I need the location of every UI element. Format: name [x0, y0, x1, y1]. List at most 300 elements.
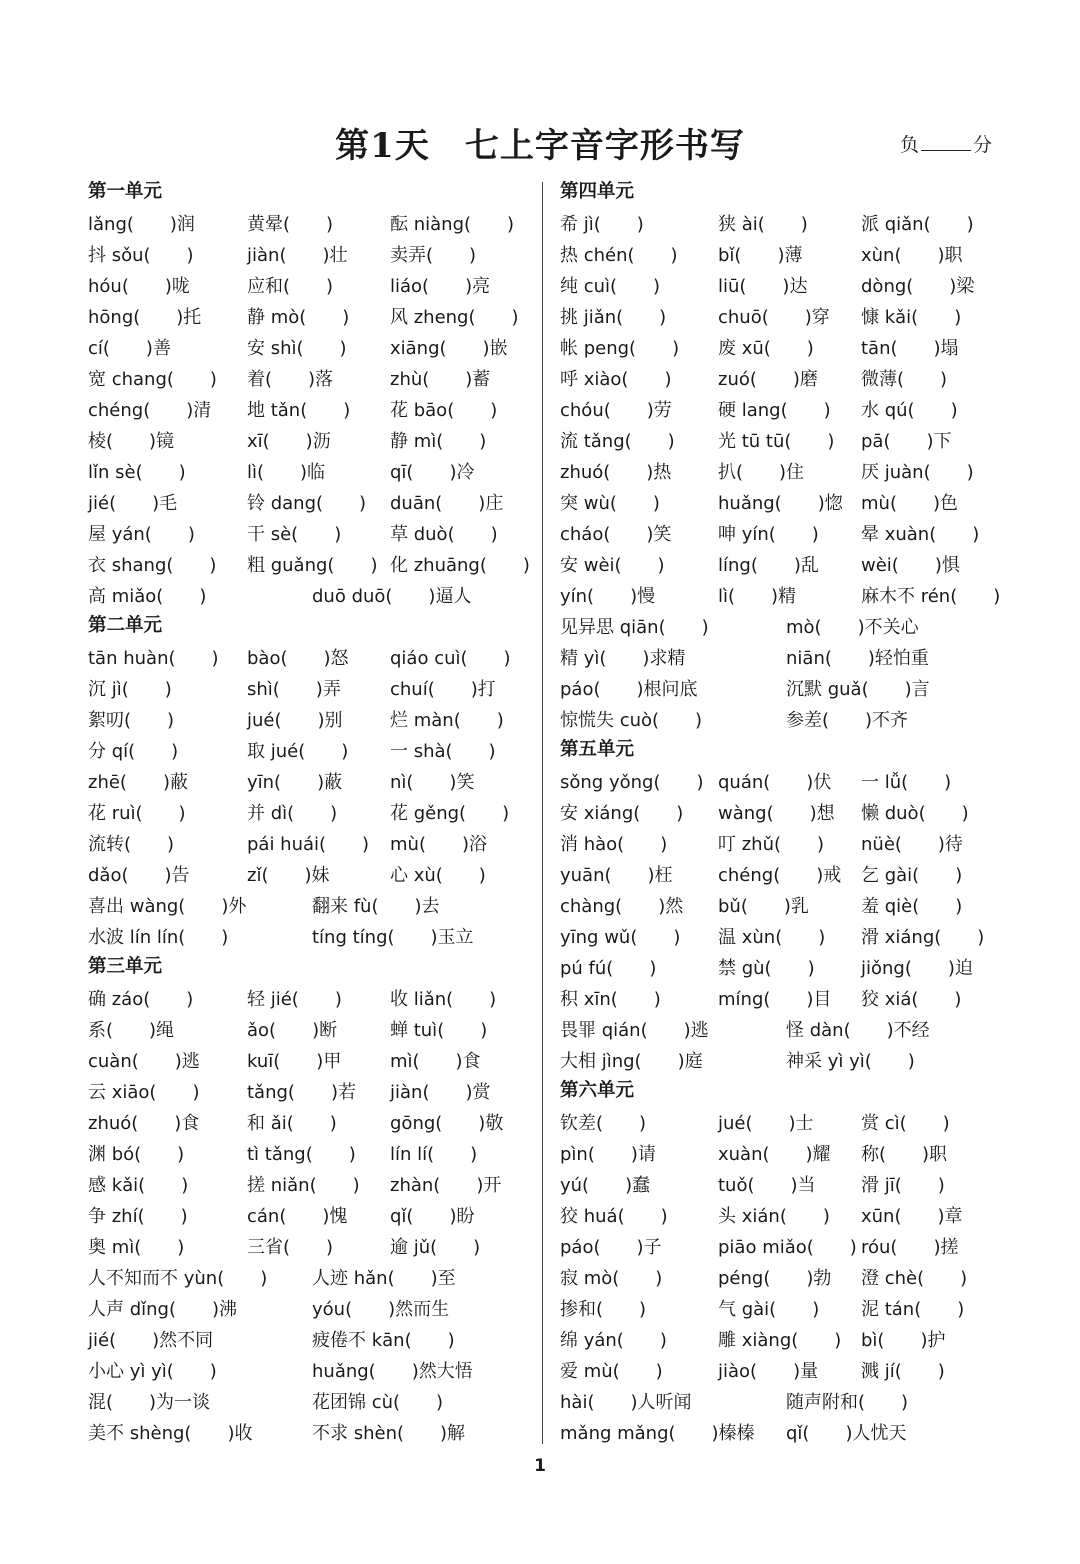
exercise-item[interactable]: 泥 tán( )	[861, 1299, 965, 1320]
exercise-item[interactable]: zhù( )蓄	[390, 369, 491, 390]
exercise-item[interactable]: yīn( )蔽	[247, 772, 343, 793]
exercise-item[interactable]: 神采 yì yì( )	[786, 1051, 915, 1072]
score-field	[900, 130, 992, 157]
unit-heading: 第二单元	[88, 615, 163, 636]
exercise-row	[88, 240, 538, 271]
exercise-row	[88, 364, 538, 395]
exercise-row	[88, 519, 538, 550]
exercise-item[interactable]: 疲倦不 kān( )	[312, 1330, 455, 1351]
exercise-item[interactable]: 安 xiáng( )	[560, 803, 684, 824]
exercise-item[interactable]: 沉默 guǎ( )言	[786, 679, 930, 700]
exercise-row	[88, 426, 538, 457]
column-divider	[542, 182, 543, 1444]
exercise-row	[560, 1139, 1005, 1170]
exercise-item[interactable]: 小心 yì yì( )	[88, 1361, 217, 1382]
exercise-item[interactable]: 精 yì( )求精	[560, 648, 686, 669]
exercise-row	[88, 302, 538, 333]
score-prefix: 负	[900, 134, 920, 156]
exercise-item[interactable]: 蝉 tuì( )	[390, 1020, 488, 1041]
exercise-row	[560, 302, 1005, 333]
exercise-item[interactable]: bǐ( )薄	[718, 245, 803, 266]
exercise-item[interactable]: 禁 gù( )	[718, 958, 815, 979]
exercise-row	[88, 271, 538, 302]
exercise-item[interactable]: sǒng yǒng( )	[560, 772, 704, 793]
exercise-item[interactable]: 应和( )	[247, 276, 334, 297]
exercise-item[interactable]: 花 bāo( )	[390, 400, 498, 421]
exercise-row	[560, 891, 1005, 922]
exercise-row	[88, 984, 538, 1015]
exercise-row	[560, 922, 1005, 953]
exercise-item[interactable]: wèi( )惧	[861, 555, 960, 576]
exercise-item[interactable]: hài( )人听闻	[560, 1392, 692, 1413]
exercise-item[interactable]: dǎo( )告	[88, 865, 190, 886]
exercise-row	[560, 798, 1005, 829]
left-column	[88, 178, 538, 1449]
exercise-item[interactable]: cuàn( )逃	[88, 1051, 200, 1072]
exercise-item[interactable]: 感 kǎi( )	[88, 1175, 189, 1196]
exercise-item[interactable]: 高 miǎo( )	[88, 586, 207, 607]
exercise-row	[88, 1418, 538, 1449]
exercise-row	[88, 550, 538, 581]
exercise-item[interactable]: 懒 duò( )	[861, 803, 969, 824]
exercise-item[interactable]: 澄 chè( )	[861, 1268, 968, 1289]
exercise-item[interactable]: zhàn( )开	[390, 1175, 502, 1196]
exercise-row	[88, 1077, 538, 1108]
exercise-item[interactable]: yín( )慢	[560, 586, 656, 607]
exercise-item[interactable]: liáo( )亮	[390, 276, 491, 297]
exercise-item[interactable]: pái huái( )	[247, 834, 370, 855]
exercise-item[interactable]: 人声 dǐng( )沸	[88, 1299, 238, 1320]
exercise-item[interactable]: 希 jì( )	[560, 214, 644, 235]
exercise-item[interactable]: tuǒ( )当	[718, 1175, 816, 1196]
exercise-item[interactable]: 怪 dàn( )不经	[786, 1020, 930, 1041]
exercise-item[interactable]: xūn( )章	[861, 1206, 963, 1227]
exercise-item[interactable]: wàng( )想	[718, 803, 835, 824]
exercise-item[interactable]: 逾 jǔ( )	[390, 1237, 481, 1258]
exercise-item[interactable]: 气 gài( )	[718, 1299, 820, 1320]
exercise-item[interactable]: jué( )士	[718, 1113, 814, 1134]
exercise-item[interactable]: cháo( )笑	[560, 524, 672, 545]
unit-heading: 第五单元	[560, 739, 635, 760]
exercise-row	[88, 643, 538, 674]
exercise-item[interactable]: 渊 bó( )	[88, 1144, 185, 1165]
exercise-row	[88, 1139, 538, 1170]
exercise-row	[88, 798, 538, 829]
exercise-item[interactable]: qǐ( )盼	[390, 1206, 475, 1227]
exercise-item[interactable]: 狭 ài( )	[718, 214, 808, 235]
exercise-row	[88, 1015, 538, 1046]
exercise-row	[560, 364, 1005, 395]
exercise-item[interactable]: 寂 mò( )	[560, 1268, 663, 1289]
exercise-item[interactable]: nüè( )待	[861, 834, 963, 855]
exercise-row	[560, 1170, 1005, 1201]
exercise-item[interactable]: 不求 shèn( )解	[312, 1423, 466, 1444]
exercise-item[interactable]: 慷 kǎi( )	[861, 307, 962, 328]
exercise-row	[560, 1387, 1005, 1418]
page-title: 第1天 七上字音字形书写	[335, 126, 745, 166]
exercise-item[interactable]: 滑 jī( )	[861, 1175, 945, 1196]
exercise-item[interactable]: 卖弄( )	[390, 245, 477, 266]
exercise-item[interactable]: 掺和( )	[560, 1299, 647, 1320]
exercise-item[interactable]: duō duō( )逼人	[312, 586, 472, 607]
exercise-item[interactable]: mù( )浴	[390, 834, 487, 855]
exercise-item[interactable]: 热 chén( )	[560, 245, 678, 266]
exercise-item[interactable]: tān( )塌	[861, 338, 959, 359]
exercise-item[interactable]: bǔ( )乳	[718, 896, 809, 917]
exercise-item[interactable]: 绵 yán( )	[560, 1330, 667, 1351]
exercise-item[interactable]: 纯 cuì( )	[560, 276, 661, 297]
exercise-item[interactable]: 叮 zhǔ( )	[718, 834, 825, 855]
exercise-item[interactable]: cí( )善	[88, 338, 171, 359]
exercise-row	[88, 767, 538, 798]
exercise-item[interactable]: jiǒng( )迫	[861, 958, 973, 979]
exercise-item[interactable]: lín lí( )	[390, 1144, 478, 1165]
exercise-item[interactable]: chuō( )穿	[718, 307, 830, 328]
exercise-item[interactable]: 见异思 qiān( )	[560, 617, 709, 638]
exercise-item[interactable]: péng( )勃	[718, 1268, 832, 1289]
exercise-row	[88, 333, 538, 364]
exercise-item[interactable]: jiàn( )壮	[247, 245, 348, 266]
exercise-row	[560, 1294, 1005, 1325]
exercise-item[interactable]: tíng tíng( )玉立	[312, 927, 474, 948]
exercise-item[interactable]: 棱( )镜	[88, 431, 175, 452]
unit-heading: 第三单元	[88, 956, 163, 977]
unit-heading: 第六单元	[560, 1080, 635, 1101]
exercise-item[interactable]: 厌 juàn( )	[861, 462, 974, 483]
exercise-item[interactable]: 衣 shang( )	[88, 555, 217, 576]
exercise-item[interactable]: 轻 jié( )	[247, 989, 342, 1010]
exercise-item[interactable]: niān( )轻怕重	[786, 648, 929, 669]
exercise-row	[560, 488, 1005, 519]
exercise-item[interactable]: 三省( )	[247, 1237, 334, 1258]
exercise-item[interactable]: tǎng( )若	[247, 1082, 356, 1103]
exercise-row	[560, 612, 1005, 643]
exercise-item[interactable]: 宽 chang( )	[88, 369, 217, 390]
exercise-item[interactable]: 硬 lang( )	[718, 400, 831, 421]
page-number: 1	[534, 1456, 546, 1476]
exercise-item[interactable]: zhē( )蔽	[88, 772, 188, 793]
exercise-item[interactable]: yú( )蠢	[560, 1175, 651, 1196]
unit-heading: 第一单元	[88, 181, 163, 202]
exercise-item[interactable]: jiàn( )赏	[390, 1082, 491, 1103]
exercise-item[interactable]: 大相 jìng( )庭	[560, 1051, 703, 1072]
exercise-row	[88, 1201, 538, 1232]
exercise-item[interactable]: tān huàn( )	[88, 648, 219, 669]
exercise-row	[88, 829, 538, 860]
exercise-row	[560, 1015, 1005, 1046]
exercise-item[interactable]: 抖 sǒu( )	[88, 245, 194, 266]
exercise-item[interactable]: 随声附和( )	[786, 1392, 909, 1413]
exercise-item[interactable]: yīng wǔ( )	[560, 927, 681, 948]
exercise-row	[560, 581, 1005, 612]
exercise-item[interactable]: 收 liǎn( )	[390, 989, 497, 1010]
exercise-item[interactable]: hóu( )咙	[88, 276, 190, 297]
exercise-item[interactable]: pú fú( )	[560, 958, 657, 979]
exercise-item[interactable]: 喜出 wàng( )外	[88, 896, 247, 917]
exercise-item[interactable]: 派 qiǎn( )	[861, 214, 974, 235]
score-blank[interactable]	[921, 134, 971, 151]
exercise-item[interactable]: 帐 peng( )	[560, 338, 680, 359]
exercise-item[interactable]: chuí( )打	[390, 679, 496, 700]
exercise-item[interactable]: 干 sè( )	[247, 524, 342, 545]
exercise-row	[560, 1263, 1005, 1294]
exercise-item[interactable]: 烂 màn( )	[390, 710, 504, 731]
exercise-item[interactable]: 麻木不 rén( )	[861, 586, 1001, 607]
exercise-item[interactable]: 草 duò( )	[390, 524, 498, 545]
exercise-item[interactable]: 消 hào( )	[560, 834, 668, 855]
exercise-item[interactable]: xùn( )职	[861, 245, 963, 266]
exercise-item[interactable]: shì( )弄	[247, 679, 341, 700]
exercise-item[interactable]: 人迹 hǎn( )至	[312, 1268, 456, 1289]
unit-heading: 第四单元	[560, 181, 635, 202]
exercise-row	[560, 1232, 1005, 1263]
exercise-row	[88, 1232, 538, 1263]
exercise-item[interactable]: quán( )伏	[718, 772, 832, 793]
exercise-row	[88, 1263, 538, 1294]
exercise-item[interactable]: chéng( )清	[88, 400, 212, 421]
exercise-item[interactable]: 一 lǚ( )	[861, 772, 952, 793]
exercise-item[interactable]: míng( )目	[718, 989, 832, 1010]
exercise-row	[88, 922, 538, 953]
exercise-item[interactable]: páo( )子	[560, 1237, 662, 1258]
exercise-row	[88, 1170, 538, 1201]
exercise-item[interactable]: zǐ( )妹	[247, 865, 330, 886]
exercise-item[interactable]: kuī( )甲	[247, 1051, 342, 1072]
exercise-item[interactable]: 狡 xiá( )	[861, 989, 962, 1010]
exercise-item[interactable]: 风 zheng( )	[390, 307, 519, 328]
exercise-row	[560, 705, 1005, 736]
exercise-item[interactable]: 称( )职	[861, 1144, 948, 1165]
exercise-row	[88, 1325, 538, 1356]
exercise-item[interactable]: 晕 xuàn( )	[861, 524, 980, 545]
exercise-item[interactable]: 狡 huá( )	[560, 1206, 668, 1227]
exercise-row	[88, 736, 538, 767]
exercise-item[interactable]: liū( )达	[718, 276, 808, 297]
exercise-item[interactable]: 搓 niǎn( )	[247, 1175, 360, 1196]
exercise-item[interactable]: 挑 jiǎn( )	[560, 307, 667, 328]
exercise-item[interactable]: xiāng( )嵌	[390, 338, 508, 359]
exercise-row	[88, 457, 538, 488]
exercise-item[interactable]: zhuó( )食	[88, 1113, 200, 1134]
exercise-item[interactable]: 钦差( )	[560, 1113, 647, 1134]
exercise-item[interactable]: 着( )落	[247, 369, 334, 390]
exercise-item[interactable]: 滑 xiáng( )	[861, 927, 985, 948]
exercise-item[interactable]: 铃 dang( )	[247, 493, 367, 514]
exercise-item[interactable]: 头 xián( )	[718, 1206, 830, 1227]
right-column	[560, 178, 1005, 1449]
exercise-item[interactable]: yóu( )然而生	[312, 1299, 450, 1320]
exercise-item[interactable]: 突 wù( )	[560, 493, 660, 514]
exercise-row	[560, 1201, 1005, 1232]
exercise-row	[88, 1356, 538, 1387]
exercise-item[interactable]: pā( )下	[861, 431, 952, 452]
exercise-item[interactable]: 取 jué( )	[247, 741, 349, 762]
exercise-item[interactable]: 静 mò( )	[247, 307, 350, 328]
exercise-item[interactable]: piāo miǎo( )	[718, 1237, 857, 1258]
exercise-row	[88, 705, 538, 736]
exercise-item[interactable]: 废 xū( )	[718, 338, 814, 359]
exercise-item[interactable]: qiáo cuì( )	[390, 648, 511, 669]
exercise-row	[560, 1325, 1005, 1356]
exercise-row	[560, 1418, 1005, 1449]
exercise-item[interactable]: 光 tū tū( )	[718, 431, 835, 452]
exercise-row	[88, 1108, 538, 1139]
exercise-item[interactable]: 酝 niàng( )	[390, 214, 515, 235]
exercise-item[interactable]: 地 tǎn( )	[247, 400, 351, 421]
exercise-item[interactable]: chéng( )戒	[718, 865, 842, 886]
exercise-row	[560, 674, 1005, 705]
exercise-item[interactable]: jié( )然不同	[88, 1330, 214, 1351]
exercise-item[interactable]: 翻来 fù( )去	[312, 896, 440, 917]
exercise-item[interactable]: zuó( )磨	[718, 369, 818, 390]
exercise-item[interactable]: xuàn( )耀	[718, 1144, 831, 1165]
exercise-row	[88, 209, 538, 240]
exercise-item[interactable]: 粗 guǎng( )	[247, 555, 378, 576]
exercise-item[interactable]: 参差( )不齐	[786, 710, 909, 731]
exercise-item[interactable]: huǎng( )然大悟	[312, 1361, 473, 1382]
exercise-row	[88, 1387, 538, 1418]
exercise-item[interactable]: lì( )精	[718, 586, 797, 607]
exercise-item[interactable]: lǎng( )润	[88, 214, 195, 235]
exercise-item[interactable]: 花团锦 cù( )	[312, 1392, 444, 1413]
exercise-item[interactable]: 积 xīn( )	[560, 989, 661, 1010]
exercise-item[interactable]: chóu( )劳	[560, 400, 672, 421]
exercise-item[interactable]: 流转( )	[88, 834, 175, 855]
exercise-item[interactable]: líng( )乱	[718, 555, 819, 576]
exercise-item[interactable]: 安 shì( )	[247, 338, 347, 359]
exercise-item[interactable]: 赏 cì( )	[861, 1113, 950, 1134]
exercise-row	[560, 240, 1005, 271]
exercise-item[interactable]: 羞 qiè( )	[861, 896, 963, 917]
exercise-item[interactable]: gōng( )敬	[390, 1113, 504, 1134]
exercise-row	[560, 426, 1005, 457]
exercise-item[interactable]: 化 zhuāng( )	[390, 555, 530, 576]
exercise-item[interactable]: 惊慌失 cuò( )	[560, 710, 703, 731]
exercise-item[interactable]: mò( )不关心	[786, 617, 919, 638]
exercise-row	[560, 984, 1005, 1015]
exercise-item[interactable]: pìn( )请	[560, 1144, 656, 1165]
exercise-item[interactable]: 云 xiāo( )	[88, 1082, 200, 1103]
exercise-row	[88, 860, 538, 891]
exercise-row	[560, 271, 1005, 302]
exercise-item[interactable]: 乞 gài( )	[861, 865, 963, 886]
exercise-row	[88, 1294, 538, 1325]
exercise-item[interactable]: 争 zhí( )	[88, 1206, 188, 1227]
exercise-row	[560, 1356, 1005, 1387]
exercise-item[interactable]: 溅 jí( )	[861, 1361, 945, 1382]
exercise-item[interactable]: tì tǎng( )	[247, 1144, 356, 1165]
exercise-row	[560, 767, 1005, 798]
exercise-item[interactable]: 人不知而不 yùn( )	[88, 1268, 268, 1289]
exercise-item[interactable]: jié( )毛	[88, 493, 178, 514]
score-suffix: 分	[973, 134, 993, 156]
exercise-item[interactable]: yuān( )枉	[560, 865, 673, 886]
exercise-item[interactable]: 奥 mì( )	[88, 1237, 185, 1258]
exercise-item[interactable]: huǎng( )惚	[718, 493, 843, 514]
exercise-item[interactable]: mǎng mǎng( )榛榛	[560, 1423, 755, 1444]
exercise-item[interactable]: 静 mì( )	[390, 431, 487, 452]
exercise-row	[560, 550, 1005, 581]
exercise-row	[88, 674, 538, 705]
exercise-item[interactable]: xī( )沥	[247, 431, 331, 452]
exercise-item[interactable]: 扒( )住	[718, 462, 805, 483]
exercise-item[interactable]: 分 qí( )	[88, 741, 179, 762]
exercise-item[interactable]: qǐ( )人忧天	[786, 1423, 907, 1444]
exercise-row	[560, 860, 1005, 891]
exercise-item[interactable]: chàng( )然	[560, 896, 684, 917]
exercise-row	[88, 1046, 538, 1077]
exercise-row	[88, 488, 538, 519]
exercise-item[interactable]: 雕 xiàng( )	[718, 1330, 842, 1351]
exercise-item[interactable]: páo( )根问底	[560, 679, 698, 700]
exercise-item[interactable]: 水 qú( )	[861, 400, 958, 421]
exercise-row	[560, 457, 1005, 488]
exercise-item[interactable]: lǐn sè( )	[88, 462, 186, 483]
exercise-item[interactable]: dòng( )梁	[861, 276, 975, 297]
exercise-row	[560, 829, 1005, 860]
exercise-item[interactable]: 呼 xiào( )	[560, 369, 672, 390]
exercise-item[interactable]: 花 ruì( )	[88, 803, 186, 824]
exercise-item[interactable]: mì( )食	[390, 1051, 481, 1072]
exercise-row	[88, 581, 538, 612]
exercise-item[interactable]: lì( )临	[247, 462, 326, 483]
exercise-item[interactable]: 沉 jì( )	[88, 679, 172, 700]
exercise-item[interactable]: hōng( )托	[88, 307, 202, 328]
exercise-item[interactable]: 呻 yín( )	[718, 524, 819, 545]
exercise-item[interactable]: róu( )搓	[861, 1237, 959, 1258]
exercise-item[interactable]: 安 wèi( )	[560, 555, 665, 576]
exercise-item[interactable]: bì( )护	[861, 1330, 946, 1351]
exercise-item[interactable]: 心 xù( )	[390, 865, 486, 886]
exercise-item[interactable]: mù( )色	[861, 493, 958, 514]
exercise-item[interactable]: 黄晕( )	[247, 214, 334, 235]
exercise-item[interactable]: zhuó( )热	[560, 462, 672, 483]
exercise-row	[560, 1108, 1005, 1139]
exercise-item[interactable]: 屋 yán( )	[88, 524, 195, 545]
exercise-row	[560, 1046, 1005, 1077]
exercise-item[interactable]: 爱 mù( )	[560, 1361, 663, 1382]
exercise-item[interactable]: 和 ǎi( )	[247, 1113, 337, 1134]
exercise-item[interactable]: nì( )笑	[390, 772, 475, 793]
exercise-item[interactable]: 并 dì( )	[247, 803, 338, 824]
exercise-item[interactable]: jué( )别	[247, 710, 343, 731]
exercise-item[interactable]: 温 xùn( )	[718, 927, 826, 948]
exercise-row	[88, 395, 538, 426]
exercise-row	[560, 519, 1005, 550]
exercise-row	[88, 891, 538, 922]
exercise-item[interactable]: bào( )怒	[247, 648, 349, 669]
exercise-item[interactable]: jiào( )量	[718, 1361, 819, 1382]
exercise-item[interactable]: 一 shà( )	[390, 741, 496, 762]
exercise-item[interactable]: 畏罪 qián( )逃	[560, 1020, 709, 1041]
exercise-row	[560, 333, 1005, 364]
exercise-item[interactable]: 混( )为一谈	[88, 1392, 211, 1413]
exercise-item[interactable]: 花 gěng( )	[390, 803, 510, 824]
exercise-row	[560, 209, 1005, 240]
exercise-item[interactable]: 系( )绳	[88, 1020, 175, 1041]
exercise-item[interactable]: 确 záo( )	[88, 989, 194, 1010]
exercise-item[interactable]: 美不 shèng( )收	[88, 1423, 253, 1444]
exercise-item[interactable]: ǎo( )断	[247, 1020, 338, 1041]
exercise-item[interactable]: 絮叨( )	[88, 710, 175, 731]
exercise-item[interactable]: duān( )庄	[390, 493, 504, 514]
exercise-item[interactable]: 微薄( )	[861, 369, 948, 390]
exercise-row	[560, 643, 1005, 674]
exercise-item[interactable]: 流 tǎng( )	[560, 431, 675, 452]
exercise-item[interactable]: 水波 lín lín( )	[88, 927, 229, 948]
exercise-item[interactable]: cán( )愧	[247, 1206, 348, 1227]
exercise-item[interactable]: qī( )冷	[390, 462, 475, 483]
